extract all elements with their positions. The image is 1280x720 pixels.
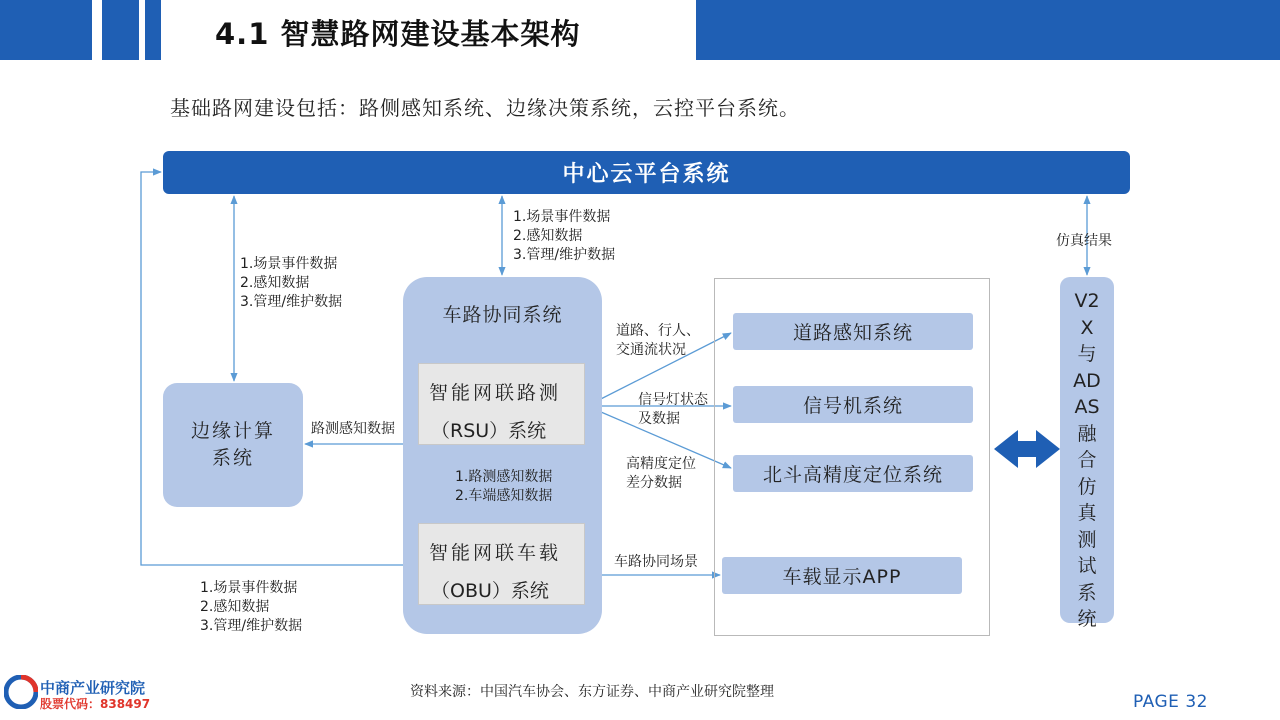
rsu-obu-label: 1.路测感知数据 2.车端感知数据 <box>455 469 553 504</box>
road-perception-system: 道路感知系统 <box>733 313 973 350</box>
edge-rsu-label: 路测感知数据 <box>311 421 395 437</box>
rsu-subtitle: （RSU）系统 <box>431 420 547 442</box>
obu-title: 智能网联车载 <box>429 542 562 564</box>
double-arrow-icon <box>994 430 1060 468</box>
beidou-positioning-system: 北斗高精度定位系统 <box>733 455 973 492</box>
company-stock-code: 股票代码：838497 <box>40 697 151 711</box>
vehicle-display-app: 车载显示APP <box>722 557 962 594</box>
cloud-edge-label: 1.场景事件数据 2.感知数据 3.管理/维护数据 <box>240 256 343 310</box>
v2x-adas-label: V2 X 与 AD AS 融 合 仿 真 测 试 系 统 <box>1073 290 1101 630</box>
edge-computing-box <box>163 383 303 507</box>
signal-label: 信号灯状态 及数据 <box>638 392 708 427</box>
app-label: 车路协同场景 <box>614 554 698 570</box>
page-number: PAGE 32 <box>1133 692 1208 712</box>
obu-subtitle: （OBU）系统 <box>431 580 549 602</box>
intro-text: 基础路网建设包括：路侧感知系统、边缘决策系统，云控平台系统。 <box>170 96 800 120</box>
cloud-coop-label: 1.场景事件数据 2.感知数据 3.管理/维护数据 <box>513 209 616 263</box>
obu-box <box>418 523 585 605</box>
company-logo-name: 中商产业研究院 <box>40 679 146 697</box>
company-logo-icon <box>4 675 38 709</box>
signal-system: 信号机系统 <box>733 386 973 423</box>
rsu-box <box>418 363 585 445</box>
beidou-label: 高精度定位 差分数据 <box>626 456 696 491</box>
rsu-title: 智能网联路测 <box>429 382 562 404</box>
source-note: 资料来源：中国汽车协会、东方证券、中商产业研究院整理 <box>410 684 774 700</box>
road-label: 道路、行人、 交通流状况 <box>616 323 700 358</box>
left-loop-label: 1.场景事件数据 2.感知数据 3.管理/维护数据 <box>200 580 303 634</box>
sim-result-label: 仿真结果 <box>1056 233 1112 249</box>
vehicle-road-coop-title: 车路协同系统 <box>442 304 563 326</box>
page-title: 4.1 智慧路网建设基本架构 <box>215 17 581 51</box>
edge-computing-label: 边缘计算 系统 <box>190 420 275 469</box>
cloud-platform-box: 中心云平台系统 <box>163 151 1130 194</box>
